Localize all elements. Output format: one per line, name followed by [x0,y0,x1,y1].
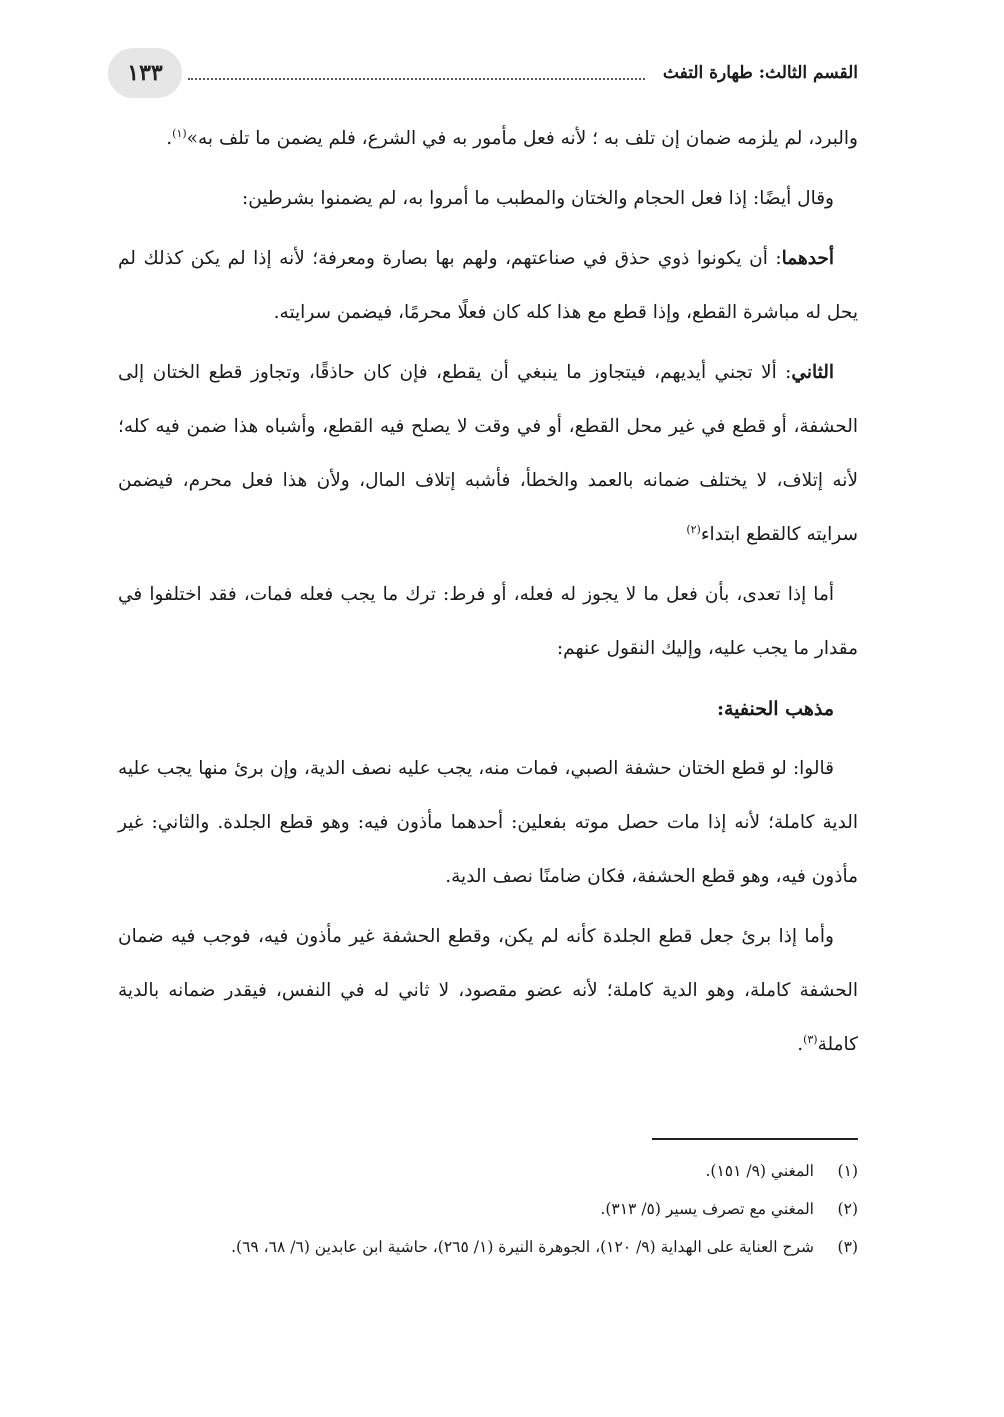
footnote-separator [652,1138,858,1140]
paragraph-7 [118,910,858,1072]
paragraph-4-text: : ألا تجني أيديهم، فيتجاوز ما ينبغي أن يقطع، فإن كان حاذقًا، وتجاوز قطع الختان إلى الحشفة، أو قطع في غير محل القطع، أو في وقت لا يصلح فيه القطع، وأشباه هذا ضمن فيه كله؛ لأنه إتلاف، لا يختلف ضمانه بالعمد والخطأ، فأشبه إتلاف المال، ولأن هذا فعل محرم، فيضمن سرايته كالقطع ابتداء [118,362,858,545]
paragraph-2: وقال أيضًا: إذا فعل الحجام والختان والمطبب ما أمروا به، لم يضمنوا بشرطين: [242,188,834,209]
footnote-item [118,1228,858,1266]
footnotes [118,1152,858,1266]
paragraph-1-text: والبرد، لم يلزمه ضمان إن تلف به ؛ لأنه فعل مأمور به في الشرع، فلم يضمن ما تلف به» [186,128,858,149]
footnote-text: شرح العناية على الهداية (٩/ ١٢٠)، الجوهرة النيرة (١/ ٢٦٥)، حاشية ابن عابدين (٦/ ٦٨، ٦٩). [231,1238,814,1256]
paragraph-5: أما إذا تعدى، بأن فعل ما لا يجوز له فعله، أو فرط: ترك ما يجب فعله فمات، فقد اختلفوا في مقدار ما يجب عليه، وإليك النقول عنهم: [118,584,858,659]
footnote-item [118,1190,858,1228]
footnote-ref-2: (٢) [686,522,701,536]
paragraph-1-end: . [166,128,173,149]
paragraph-6: قالوا: لو قطع الختان حشفة الصبي، فمات منه، يجب عليه نصف الدية، وإن برئ منها يجب عليه الدية كاملة؛ لأنه إذا مات حصل موته بفعلين: أحدهما مأذون فيه: وهو قطع الجلدة. والثاني: غير مأذون فيه، وهو قطع الحشفة، فكان ضامنًا نصف الدية. [118,758,858,887]
footnote-text: المغني مع تصرف يسير (٥/ ٣١٣). [600,1200,814,1218]
running-title: القسم الثالث: طهارة التفث [662,63,858,83]
paragraph-1 [118,112,858,166]
footnote-text: المغني (٩/ ١٥١). [705,1162,814,1180]
footnote-ref-1: (١) [172,126,187,140]
paragraph-4-lead: الثاني [791,362,834,383]
footnote-ref-3: (٣) [803,1032,818,1046]
paragraph-7-end: . [797,1034,804,1055]
footnote-number: (١) [837,1162,858,1180]
footnote-item [118,1152,858,1190]
page-header [108,48,858,98]
section-heading: مذهب الحنفية: [716,698,834,720]
page-number: ١٣٣ [108,48,182,98]
paragraph-3-text: : أن يكونوا ذوي حذق في صناعتهم، ولهم بها بصارة ومعرفة؛ لأنه إذا لم يكن كذلك لم يحل له مباشرة القطع، وإذا قطع مع هذا كله كان فعلًا محرمًا، فيضمن سرايته. [118,248,858,323]
footnote-number: (٣) [837,1238,858,1256]
footnote-number: (٢) [837,1200,858,1218]
body-text [118,112,858,1078]
header-dotted-leader [188,78,645,80]
paragraph-3 [118,232,858,340]
paragraph-3-lead: أحدهما [781,248,834,269]
paragraph-4 [118,346,858,562]
paragraph-7-text: وأما إذا برئ جعل قطع الجلدة كأنه لم يكن، وقطع الحشفة غير مأذون فيه، فوجب فيه ضمان الحشفة كاملة، وهو الدية كاملة؛ لأنه عضو مقصود، لا ثاني له في النفس، فيقدر ضمانه بالدية كاملة [118,926,858,1055]
